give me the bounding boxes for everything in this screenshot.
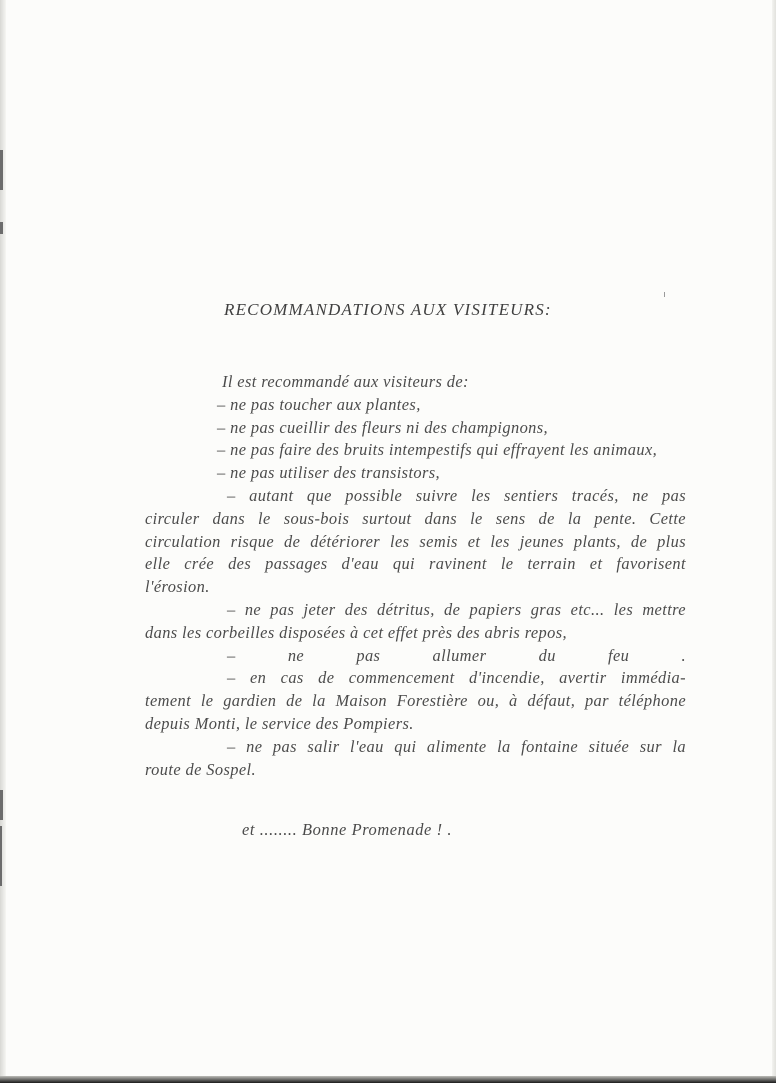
list-item: – ne pas allumer du feu .: [227, 645, 686, 665]
paragraph-line: circuler dans le sous-bois surtout dans le sens de la pente. Cette: [145, 508, 686, 528]
paragraph-line: circulation risque de détériorer les semis et les jeunes plants, de plus: [145, 531, 686, 551]
paragraph-line: tement le gardien de la Maison Forestière ou, à défaut, par téléphone: [145, 691, 686, 711]
intro-line: Il est recommandé aux visiteurs de:: [222, 372, 469, 391]
list-item: – ne pas toucher aux plantes,: [217, 394, 421, 414]
paragraph-line: depuis Monti, le service des Pompiers.: [145, 713, 414, 733]
closing-line: et ........ Bonne Promenade ! .: [242, 820, 453, 839]
page-right-edge: [772, 0, 776, 1083]
paragraph-line: – ne pas salir l'eau qui alimente la fontaine située sur la: [227, 736, 686, 756]
list-item: – ne pas faire des bruits intempestifs qui effrayent les animaux,: [217, 440, 658, 460]
paragraph-line: – autant que possible suivre les sentiers tracés, ne pas: [227, 485, 686, 505]
list-item: – ne pas cueillir des fleurs ni des champignons,: [217, 417, 549, 437]
list-item: – ne pas utiliser des transistors,: [217, 463, 441, 483]
recommendations-body: [145, 371, 686, 781]
paragraph-line: l'érosion.: [145, 577, 210, 597]
paragraph-line: – ne pas jeter des détritus, de papiers gras etc... les mettre: [227, 599, 686, 619]
scan-artifact-mark: [0, 826, 2, 886]
scan-speck: [664, 292, 665, 297]
page-title: RECOMMANDATIONS AUX VISITEURS:: [224, 300, 552, 319]
paragraph-line: dans les corbeilles disposées à cet effet près des abris repos,: [145, 622, 568, 642]
paragraph-line: – en cas de commencement d'incendie, avertir immédia-: [227, 668, 686, 688]
scan-artifact-mark: [0, 150, 3, 190]
scan-artifact-mark: [0, 222, 3, 234]
paragraph-line: elle crée des passages d'eau qui ravinent le terrain et favorisent: [145, 554, 686, 574]
scan-artifact-mark: [0, 790, 3, 820]
page-bottom-edge: [0, 1076, 776, 1083]
paragraph-line: route de Sospel.: [145, 759, 256, 779]
